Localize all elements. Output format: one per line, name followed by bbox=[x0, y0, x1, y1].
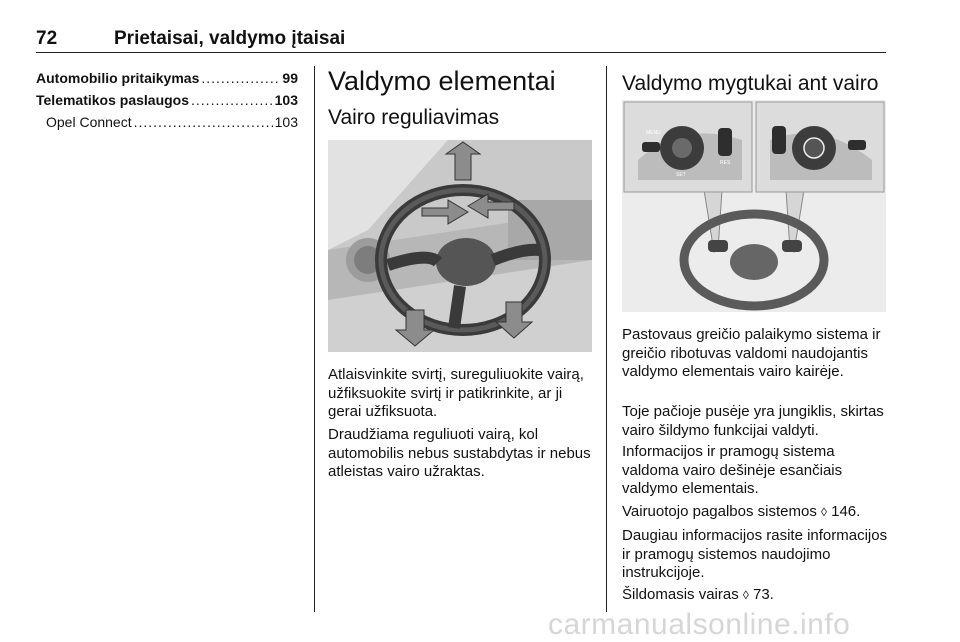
right-paragraph: Toje pačioje pusėje yra jungiklis, skirtas vairo šildymo funkcijai valdyti. bbox=[622, 403, 884, 439]
toc-list bbox=[36, 70, 298, 136]
cross-reference-page[interactable]: 146. bbox=[831, 503, 861, 520]
column-divider-right bbox=[606, 66, 607, 612]
toc-item[interactable] bbox=[36, 114, 298, 136]
steering-wheel-controls-illustration bbox=[622, 100, 886, 312]
toc-leader bbox=[134, 114, 273, 130]
right-section-title: Valdymo mygtukai ant vairo bbox=[622, 72, 879, 95]
right-paragraph: Informacijos ir pramogų sistema valdoma vairo dešinėje esančiais valdymo elementais. bbox=[622, 443, 843, 497]
set-button-label: SET bbox=[676, 172, 686, 178]
res-button-label: RES bbox=[720, 160, 731, 166]
toc-item-label: Opel Connect bbox=[46, 114, 132, 130]
steering-adjustment-illustration bbox=[328, 140, 592, 352]
header-rule bbox=[36, 52, 886, 53]
toc-item[interactable] bbox=[36, 70, 298, 92]
toc-item-label: Automobilio pritaikymas bbox=[36, 70, 200, 86]
toc-leader bbox=[191, 92, 273, 108]
right-paragraph: Pastovaus greičio palaikymo sistema ir greičio ribotuvas valdomi naudojantis valdymo elementais vairo kairėje. bbox=[622, 326, 881, 380]
page-ref-arrow-icon: ◊ bbox=[742, 588, 749, 602]
toc-item-label: Telematikos paslaugos bbox=[36, 92, 190, 108]
toc-item-page: 103 bbox=[274, 114, 298, 130]
cross-reference-page[interactable]: 73. bbox=[753, 586, 774, 603]
column-divider-left bbox=[314, 66, 315, 612]
menu-button-label: MENU bbox=[646, 130, 661, 136]
cross-reference bbox=[622, 586, 888, 605]
page-title: Prietaisai, valdymo įtaisai bbox=[114, 28, 346, 49]
watermark: carmanualsonline.info bbox=[548, 608, 851, 641]
toc-item-page: 99 bbox=[282, 70, 298, 86]
cross-reference-text: Šildomasis vairas bbox=[622, 586, 739, 603]
section-paragraph: Draudžiama reguliuoti vairą, kol automobilis nebus sustabdytas ir nebus atleistas vairo užraktas. bbox=[328, 426, 591, 480]
toc-item[interactable] bbox=[36, 92, 298, 114]
right-paragraph: Daugiau informacijos rasite informacijos ir pramogų sistemos naudojimo instrukcijoje. bbox=[622, 527, 888, 581]
cross-reference-text: Vairuotojo pagalbos sistemos bbox=[622, 503, 817, 520]
section-paragraph: Atlaisvinkite svirtį, sureguliuokite vairą, užfiksuokite svirtį ir patikrinkite, ar ji gerai užfiksuota. bbox=[328, 366, 584, 420]
page-ref-arrow-icon: ◊ bbox=[821, 505, 827, 519]
toc-item-page: 103 bbox=[274, 92, 298, 108]
section-subtitle: Vairo reguliavimas bbox=[328, 106, 500, 129]
page-number: 72 bbox=[36, 28, 58, 49]
cross-reference bbox=[622, 503, 888, 522]
section-title: Valdymo elementai bbox=[328, 66, 556, 96]
toc-leader bbox=[201, 70, 280, 86]
